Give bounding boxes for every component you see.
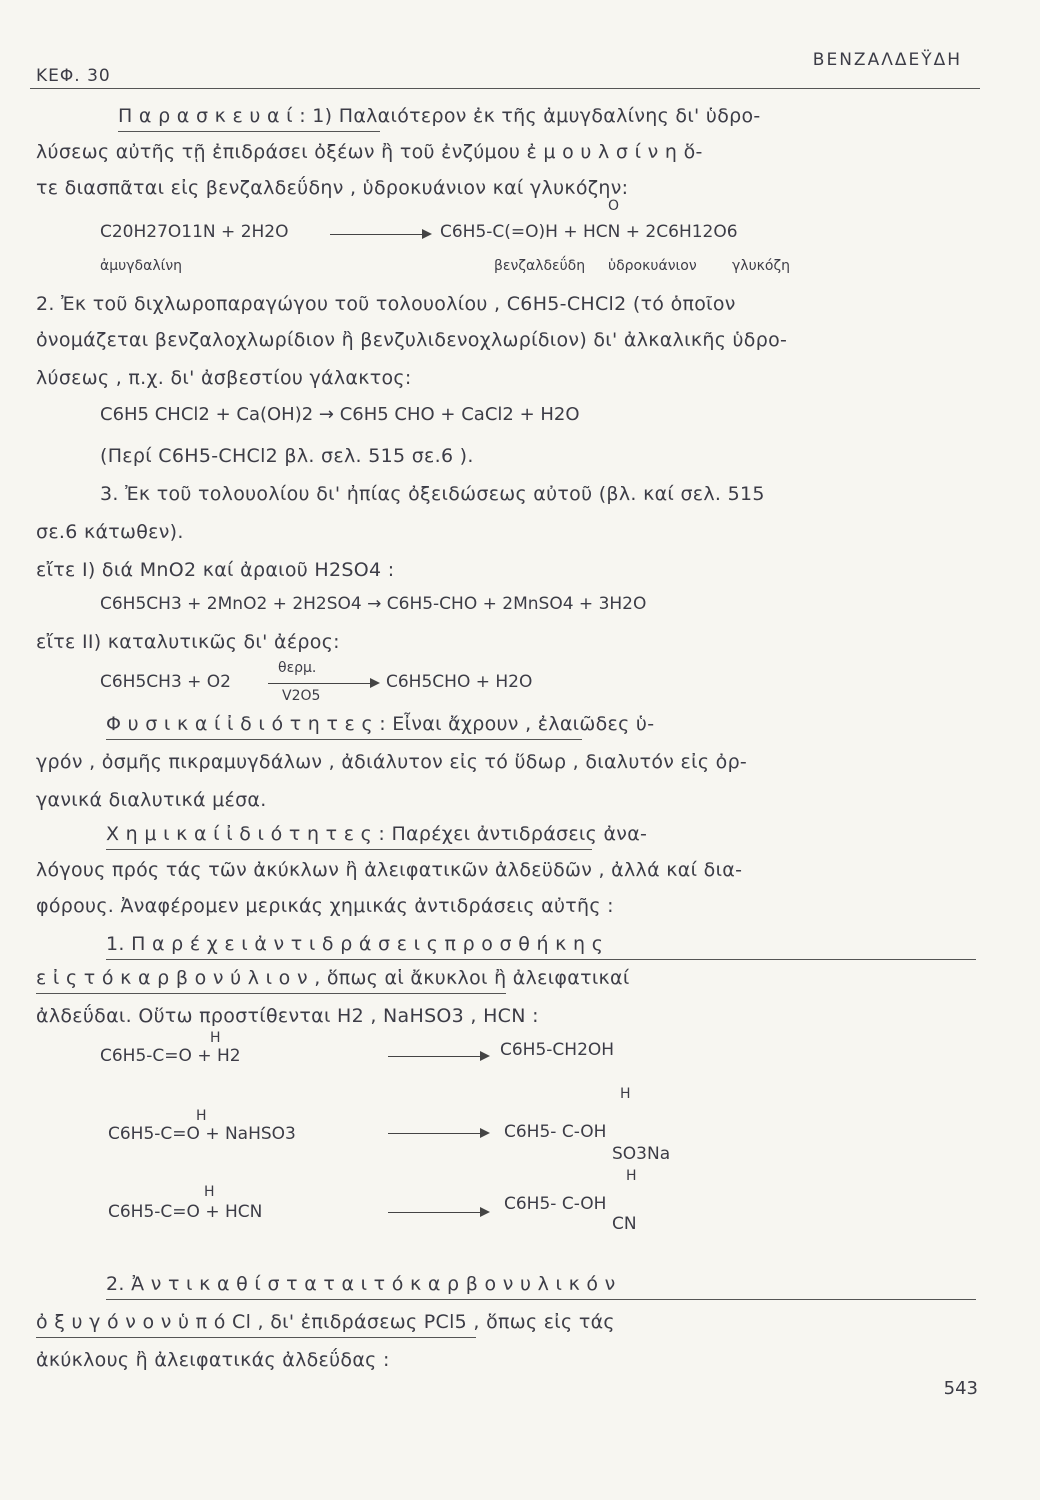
reaction-arrow [330,234,430,235]
compound-label: γλυκόζη [732,258,790,274]
heading-underline [106,1299,976,1300]
text-line: 1. Π α ρ έ χ ε ι ἀ ν τ ι δ ρ ά σ ε ι ς π ρ ο σ θ ή κ η ς [106,933,604,955]
chapter-label: ΚΕΦ. 30 [36,66,111,86]
text-line: 3. Ἐκ τοῦ τολουολίου δι' ἠπίας ὀξειδώσεως αὐτοῦ (βλ. καί σελ. 515 [100,483,765,505]
equation: C6H5 CHCl2 + Ca(OH)2 → C6H5 CHO + CaCl2 + H2O [100,404,580,425]
hydrogen-mark: H [196,1108,207,1124]
text-line: γρόν , ὀσμῆς πικραμυγδάλων , ἀδιάλυτον εἰς τό ὕδωρ , διαλυτόν εἰς ὀρ- [36,751,748,773]
text-line: Φ υ σ ι κ α ί ἰ δ ι ό τ η τ ε ς : Εἶναι ἄχρουν , ἐλαιῶδες ὑ- [106,713,655,735]
text-line: λύσεως αὐτῆς τῇ ἐπιδράσει ὀξέων ἢ τοῦ ἐνζύμου ἐ μ ο υ λ σ ί ν η ὅ- [36,141,703,163]
text-line: τε διασπᾶται εἰς βενζαλδεΰδην , ὑδροκυάνιον καί γλυκόζην: [36,177,629,199]
text-line: 2. Ἐκ τοῦ διχλωροπαραγώγου τοῦ τολουολίου , C6H5-CHCl2 (τό ὁποῖον [36,293,736,315]
reaction-arrow [388,1056,488,1057]
text-line: Χ η μ ι κ α ί ἰ δ ι ό τ η τ ε ς : Παρέχει ἀντιδράσεις ἀνα- [106,823,648,845]
substituent: CN [612,1214,637,1234]
text-line: ὀνομάζεται βενζαλοχλωρίδιον ἢ βενζυλιδενοχλωρίδιον) δι' ἀλκαλικῆς ὑδρο- [36,329,788,351]
condition-above: θερμ. [278,660,317,676]
reaction-arrow [388,1212,488,1213]
catalyst-below: V2O5 [282,688,321,704]
section-title: ΒΕΝΖΑΛΔΕΫΔΗ [812,50,962,70]
header-rule [30,88,980,89]
text-line: 2. Ἀ ν τ ι κ α θ ί σ τ α τ α ι τ ό κ α ρ β ο ν υ λ ι κ ό ν [106,1273,616,1295]
compound-label: ἀμυγδαλίνη [100,258,183,274]
text-line: γανικά διαλυτικά μέσα. [36,789,267,811]
text-line: ε ἰ ς τ ό κ α ρ β ο ν ύ λ ι ο ν , ὅπως αἱ ἄκυκλοι ἢ ἀλειφατικαί [36,967,630,989]
text-line: ἀκύκλους ἢ ἀλειφατικάς ἀλδεΰδας : [36,1349,390,1371]
text-line: ἀλδεΰδαι. Οὕτω προστίθενται H2 , NaHSO3 , HCN : [36,1005,539,1027]
compound-label: ὑδροκυάνιον [608,258,697,274]
equation-right: C6H5CHO + H2O [386,672,533,692]
equation-left: C6H5-C=O + NaHSO3 [108,1124,296,1144]
text-line: ὀ ξ υ γ ό ν ο ν ὑ π ό Cl , δι' ἐπιδράσεως PCl5 , ὅπως εἰς τάς [36,1311,615,1333]
text-line: εἴτε I) διά MnO2 καί ἀραιοῦ H2SO4 : [36,559,395,581]
heading-underline [118,131,380,132]
heading-underline [106,739,582,740]
compound-label: βενζαλδεΰδη [494,258,586,274]
text-line: Π α ρ α σ κ ε υ α ί : 1) Παλαιότερον ἐκ τῆς ἀμυγδαλίνης δι' ὑδρο- [118,105,761,127]
reaction-arrow [268,683,378,684]
heading-underline [36,993,506,994]
carbonyl-oxygen-mark: O [608,198,620,214]
hydrogen-mark: H [620,1086,631,1102]
text-line: εἴτε II) καταλυτικῶς δι' ἀέρος: [36,631,340,653]
equation-left: C20H27O11N + 2H2O [100,222,289,242]
equation-left: C6H5-C=O + H2 [100,1046,241,1066]
text-line: λόγους πρός τάς τῶν ἀκύκλων ἢ ἀλειφατικῶν ἀλδεϋδῶν , ἀλλά καί δια- [36,859,743,881]
text-line: φόρους. Ἀναφέρομεν μερικάς χημικάς ἀντιδράσεις αὐτῆς : [36,895,614,917]
reaction-arrow [388,1133,488,1134]
equation-right: C6H5-CH2OH [500,1040,615,1060]
text-line: (Περί C6H5-CHCl2 βλ. σελ. 515 σε.6 ). [100,445,474,467]
heading-underline [36,1337,476,1338]
page-number: 543 [943,1378,978,1399]
equation-left: C6H5CH3 + O2 [100,672,232,692]
hydrogen-mark: H [210,1030,221,1046]
substituent: SO3Na [612,1144,671,1164]
text-line: σε.6 κάτωθεν). [36,521,184,543]
hydrogen-mark: H [626,1168,637,1184]
equation: C6H5CH3 + 2MnO2 + 2H2SO4 → C6H5-CHO + 2MnSO4 + 3H2O [100,594,647,614]
hydrogen-mark: H [204,1184,215,1200]
equation-left: C6H5-C=O + HCN [108,1202,263,1222]
heading-underline [106,959,976,960]
equation-right: C6H5- C-OH [504,1194,607,1214]
text-line: λύσεως , π.χ. δι' ἀσβεστίου γάλακτος: [36,367,412,389]
equation-right: C6H5-C(=O)H + HCN + 2C6H12O6 [440,222,738,242]
equation-right: C6H5- C-OH [504,1122,607,1142]
heading-underline [106,849,592,850]
